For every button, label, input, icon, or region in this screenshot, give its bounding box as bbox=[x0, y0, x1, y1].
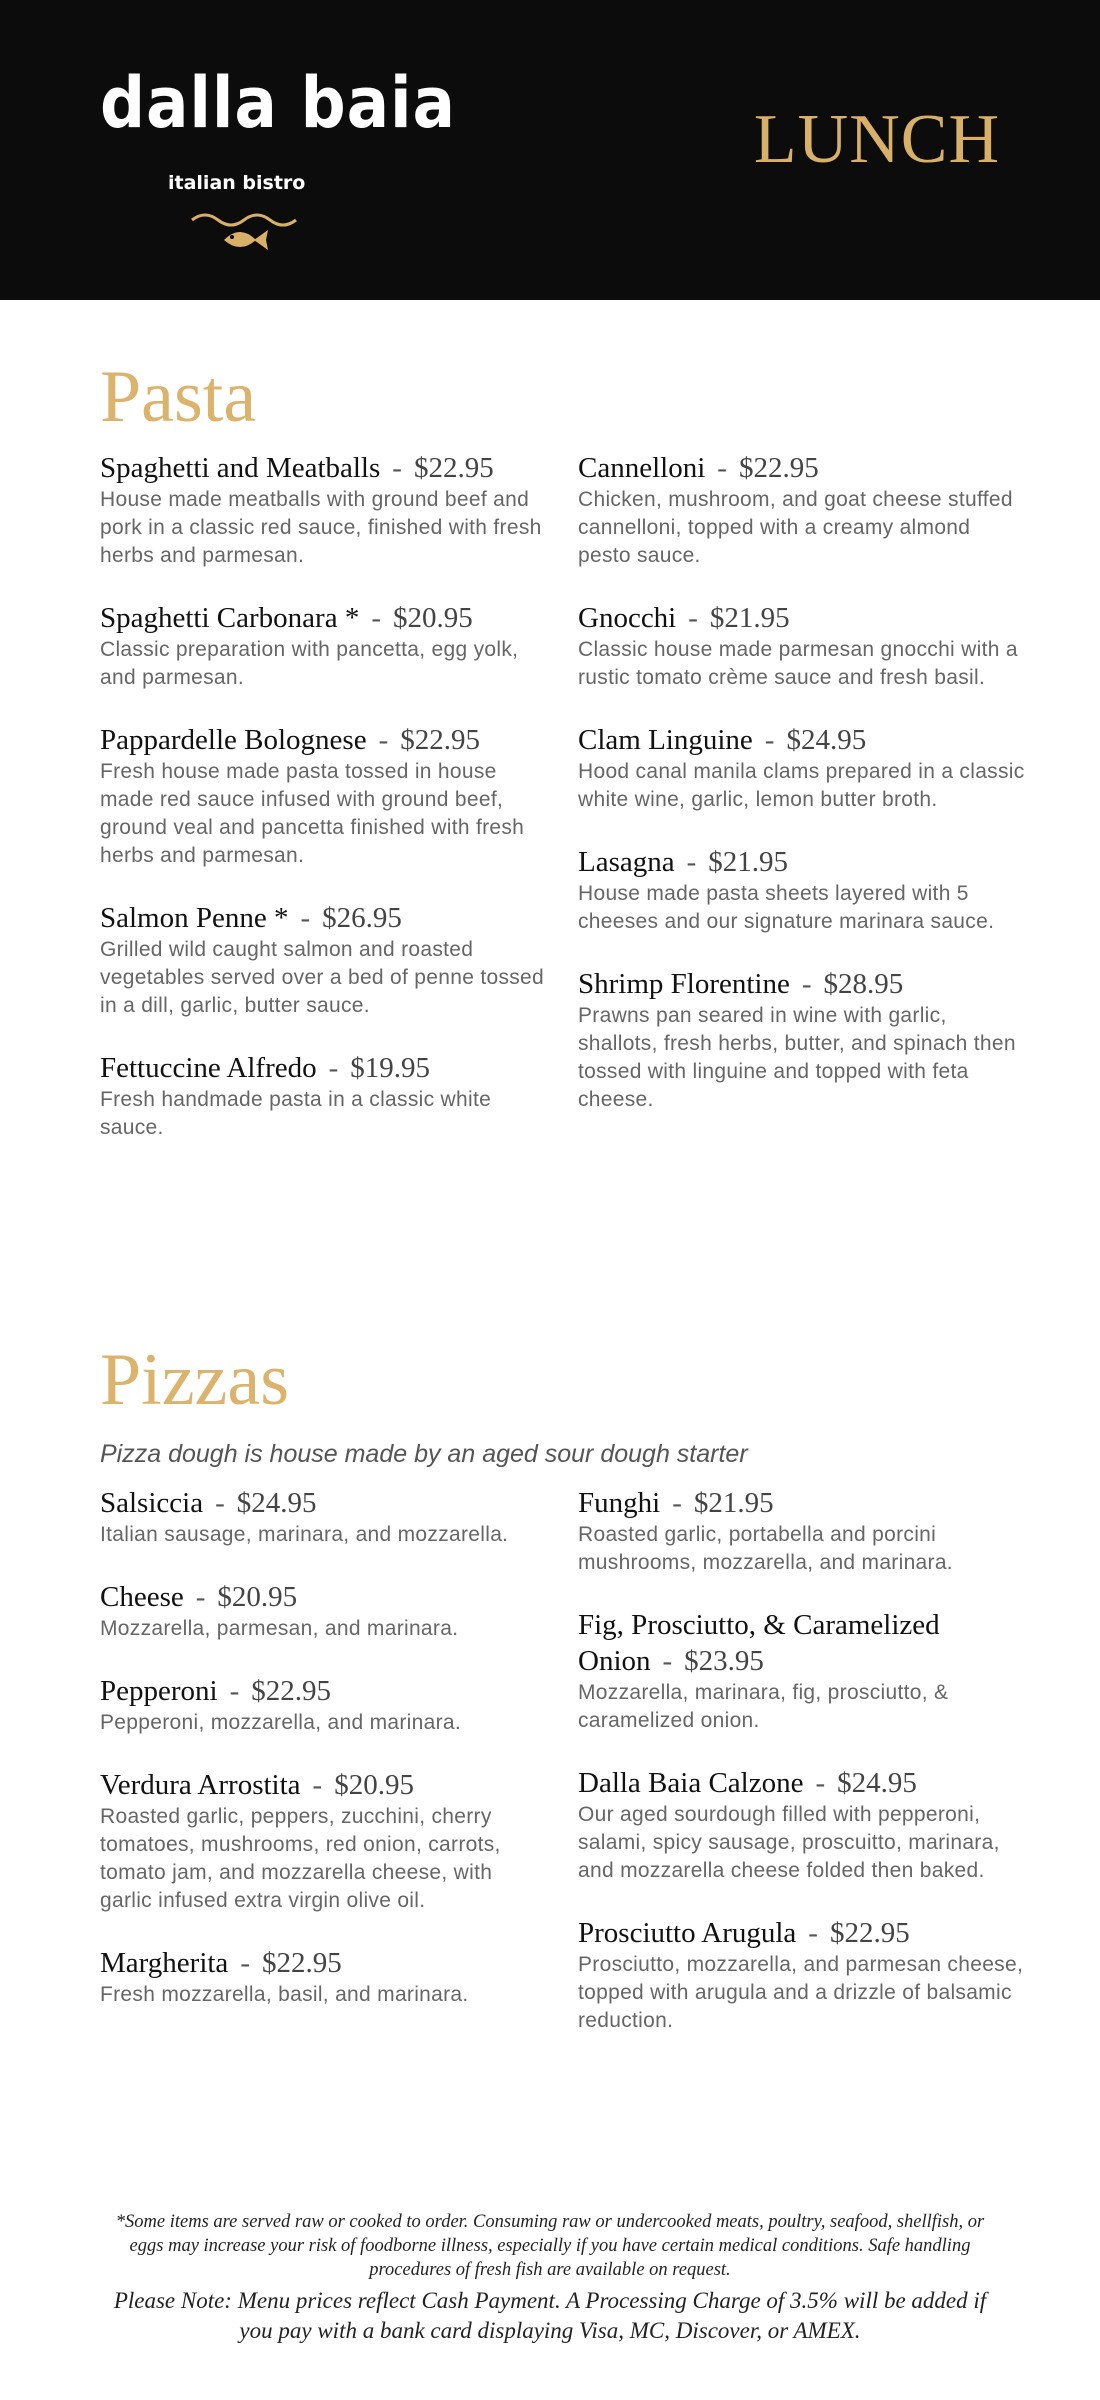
menu-item: Fig, Prosciutto, & Caramelized Onion - $23.95 Mozzarella, marinara, fig, prosciutto, & caramelized onion. bbox=[578, 1607, 1028, 1735]
item-price: $22.95 bbox=[251, 1675, 332, 1707]
item-description: Chicken, mushroom, and goat cheese stuffed cannelloni, topped with a creamy almond pesto sauce. bbox=[578, 488, 1013, 567]
item-description: House made pasta sheets layered with 5 cheeses and our signature marinara sauce. bbox=[578, 882, 995, 933]
item-price: $24.95 bbox=[236, 1487, 317, 1519]
brand-logo bbox=[100, 62, 456, 262]
item-name: Prosciutto Arugula bbox=[578, 1917, 797, 1949]
item-price: $22.95 bbox=[738, 452, 819, 484]
item-name: Verdura Arrostita bbox=[100, 1769, 301, 1801]
item-description: Fresh mozzarella, basil, and marinara. bbox=[100, 1983, 469, 2006]
item-name: Spaghetti and Meatballs bbox=[100, 452, 381, 484]
item-name: Gnocchi bbox=[578, 602, 677, 634]
menu-item: Cheese - $20.95 Mozzarella, parmesan, and marinara. bbox=[100, 1579, 550, 1643]
item-price: $28.95 bbox=[823, 968, 904, 1000]
item-price: $20.95 bbox=[334, 1769, 414, 1801]
item-name: Pappardelle Bolognese bbox=[100, 724, 367, 756]
menu-item: Prosciutto Arugula - $22.95 Prosciutto, mozzarella, and parmesan cheese, topped with arugula and a drizzle of balsamic reduction. bbox=[578, 1915, 1028, 2035]
menu-item: Fettuccine Alfredo - $19.95 Fresh handmade pasta in a classic white sauce. bbox=[100, 1050, 550, 1142]
item-description: Roasted garlic, peppers, zucchini, cherry tomatoes, mushrooms, red onion, carrots, tomato jam, and mozzarella cheese, with garlic infused extra virgin olive oil. bbox=[100, 1805, 501, 1912]
pasta-section-title: Pasta bbox=[100, 356, 257, 438]
pasta-left-column bbox=[100, 450, 550, 1172]
menu-item: Spaghetti and Meatballs - $22.95 House made meatballs with ground beef and pork in a classic red sauce, finished with fresh herbs and parmesan. bbox=[100, 450, 550, 570]
item-price: $24.95 bbox=[786, 724, 867, 756]
item-price: $22.95 bbox=[829, 1917, 910, 1949]
menu-item: Shrimp Florentine - $28.95 Prawns pan seared in wine with garlic, shallots, fresh herbs, butter, and spinach then tossed with linguine and topped with feta cheese. bbox=[578, 966, 1028, 1114]
item-name: Cannelloni bbox=[578, 452, 706, 484]
item-price: $26.95 bbox=[322, 902, 402, 934]
item-name: Clam Linguine bbox=[578, 724, 753, 756]
item-price: $21.95 bbox=[709, 602, 790, 634]
item-description: Italian sausage, marinara, and mozzarella. bbox=[100, 1523, 509, 1546]
pizzas-section-title: Pizzas bbox=[100, 1339, 290, 1421]
item-description: Roasted garlic, portabella and porcini mushrooms, mozzarella, and marinara. bbox=[578, 1523, 953, 1574]
item-name: Cheese bbox=[100, 1581, 184, 1613]
item-description: Mozzarella, marinara, fig, prosciutto, & caramelized onion. bbox=[578, 1681, 949, 1732]
pizza-dough-note: Pizza dough is house made by an aged sour dough starter bbox=[100, 1440, 748, 1468]
item-price: $23.95 bbox=[684, 1645, 764, 1677]
menu-item: Spaghetti Carbonara * - $20.95 Classic preparation with pancetta, egg yolk, and parmesan. bbox=[100, 600, 550, 692]
item-name: Shrimp Florentine bbox=[578, 968, 790, 1000]
menu-item: Pappardelle Bolognese - $22.95 Fresh house made pasta tossed in house made red sauce infused with ground beef, ground veal and pancetta finished with fresh herbs and parmesan. bbox=[100, 722, 550, 870]
item-description: Prosciutto, mozzarella, and parmesan cheese, topped with arugula and a drizzle of balsamic reduction. bbox=[578, 1953, 1024, 2032]
item-price: $22.95 bbox=[413, 452, 494, 484]
item-price: $22.95 bbox=[400, 724, 480, 756]
item-price: $20.95 bbox=[393, 602, 473, 634]
item-name: Pepperoni bbox=[100, 1675, 218, 1707]
item-price: $22.95 bbox=[261, 1947, 342, 1979]
payment-note: Please Note: Menu prices reflect Cash Payment. A Processing Charge of 3.5% will be added if you pay with a bank card displaying Visa, MC, Discover, or AMEX. bbox=[113, 2288, 987, 2343]
raw-food-disclaimer: *Some items are served raw or cooked to order. Consuming raw or undercooked meats, poultry, seafood, shellfish, or eggs may increase your risk of foodborne illness, especially if you have certain medical conditions. Safe handling procedures of fresh fish are available on request. bbox=[115, 2212, 985, 2280]
item-description: Prawns pan seared in wine with garlic, shallots, fresh herbs, butter, and spinach then tossed with linguine and topped with feta cheese. bbox=[578, 1004, 1016, 1111]
item-description: Our aged sourdough filled with pepperoni, salami, spicy sausage, proscuitto, marinara, and mozzarella cheese folded then baked. bbox=[578, 1803, 1000, 1882]
item-name: Salmon Penne * bbox=[100, 902, 289, 934]
meal-period-title: LUNCH bbox=[753, 101, 1000, 178]
menu-item: Pepperoni - $22.95 Pepperoni, mozzarella, and marinara. bbox=[100, 1673, 550, 1737]
menu-header bbox=[0, 0, 1100, 300]
menu-item: Lasagna - $21.95 House made pasta sheets layered with 5 cheeses and our signature marinara sauce. bbox=[578, 844, 1028, 936]
menu-item: Gnocchi - $21.95 Classic house made parmesan gnocchi with a rustic tomato crème sauce and fresh basil. bbox=[578, 600, 1028, 692]
menu-item: Cannelloni - $22.95 Chicken, mushroom, and goat cheese stuffed cannelloni, topped with a creamy almond pesto sauce. bbox=[578, 450, 1028, 570]
item-price: $21.95 bbox=[708, 846, 789, 878]
item-price: $24.95 bbox=[837, 1767, 917, 1799]
item-price: $21.95 bbox=[693, 1487, 774, 1519]
item-description: House made meatballs with ground beef and pork in a classic red sauce, finished with fresh herbs and parmesan. bbox=[100, 488, 542, 567]
item-name: Margherita bbox=[100, 1947, 229, 1979]
item-description: Classic preparation with pancetta, egg yolk, and parmesan. bbox=[100, 638, 519, 689]
item-description: Fresh handmade pasta in a classic white sauce. bbox=[100, 1088, 492, 1139]
menu-item: Margherita - $22.95 Fresh mozzarella, basil, and marinara. bbox=[100, 1945, 550, 2009]
item-description: Grilled wild caught salmon and roasted vegetables served over a bed of penne tossed in a dill, garlic, butter sauce. bbox=[100, 938, 544, 1017]
pasta-right-column bbox=[578, 450, 1028, 1144]
item-description: Mozzarella, parmesan, and marinara. bbox=[100, 1617, 459, 1640]
pizzas-right-column bbox=[578, 1485, 1028, 2065]
item-description: Classic house made parmesan gnocchi with a rustic tomato crème sauce and fresh basil. bbox=[578, 638, 1018, 689]
item-description: Pepperoni, mozzarella, and marinara. bbox=[100, 1711, 461, 1734]
item-name: Salsiccia bbox=[100, 1487, 204, 1519]
brand-name: dalla baia bbox=[100, 62, 456, 144]
item-price: $19.95 bbox=[350, 1052, 431, 1084]
fish-wave-icon bbox=[190, 210, 300, 258]
menu-item: Salsiccia - $24.95 Italian sausage, marinara, and mozzarella. bbox=[100, 1485, 550, 1549]
menu-item: Funghi - $21.95 Roasted garlic, portabella and porcini mushrooms, mozzarella, and marinara. bbox=[578, 1485, 1028, 1577]
item-name: Lasagna bbox=[578, 846, 675, 878]
item-name: Funghi bbox=[578, 1487, 661, 1519]
item-name: Spaghetti Carbonara * bbox=[100, 602, 360, 634]
menu-item: Dalla Baia Calzone - $24.95 Our aged sourdough filled with pepperoni, salami, spicy sausage, proscuitto, marinara, and mozzarella cheese folded then baked. bbox=[578, 1765, 1028, 1885]
item-name: Fig, Prosciutto, & Caramelized Onion bbox=[578, 1609, 940, 1677]
menu-item: Verdura Arrostita - $20.95 Roasted garlic, peppers, zucchini, cherry tomatoes, mushrooms, red onion, carrots, tomato jam, and mozzarella cheese, with garlic infused extra virgin olive oil. bbox=[100, 1767, 550, 1915]
item-name: Dalla Baia Calzone bbox=[578, 1767, 804, 1799]
brand-tagline: italian bistro bbox=[168, 172, 306, 194]
menu-item: Salmon Penne * - $26.95 Grilled wild caught salmon and roasted vegetables served over a bed of penne tossed in a dill, garlic, butter sauce. bbox=[100, 900, 550, 1020]
item-price: $20.95 bbox=[217, 1581, 298, 1613]
item-name: Fettuccine Alfredo bbox=[100, 1052, 317, 1084]
item-description: Hood canal manila clams prepared in a classic white wine, garlic, lemon butter broth. bbox=[578, 760, 1025, 811]
item-description: Fresh house made pasta tossed in house made red sauce infused with ground beef, ground veal and pancetta finished with fresh herbs and parmesan. bbox=[100, 760, 525, 867]
menu-item: Clam Linguine - $24.95 Hood canal manila clams prepared in a classic white wine, garlic, lemon butter broth. bbox=[578, 722, 1028, 814]
pizzas-left-column bbox=[100, 1485, 550, 2039]
